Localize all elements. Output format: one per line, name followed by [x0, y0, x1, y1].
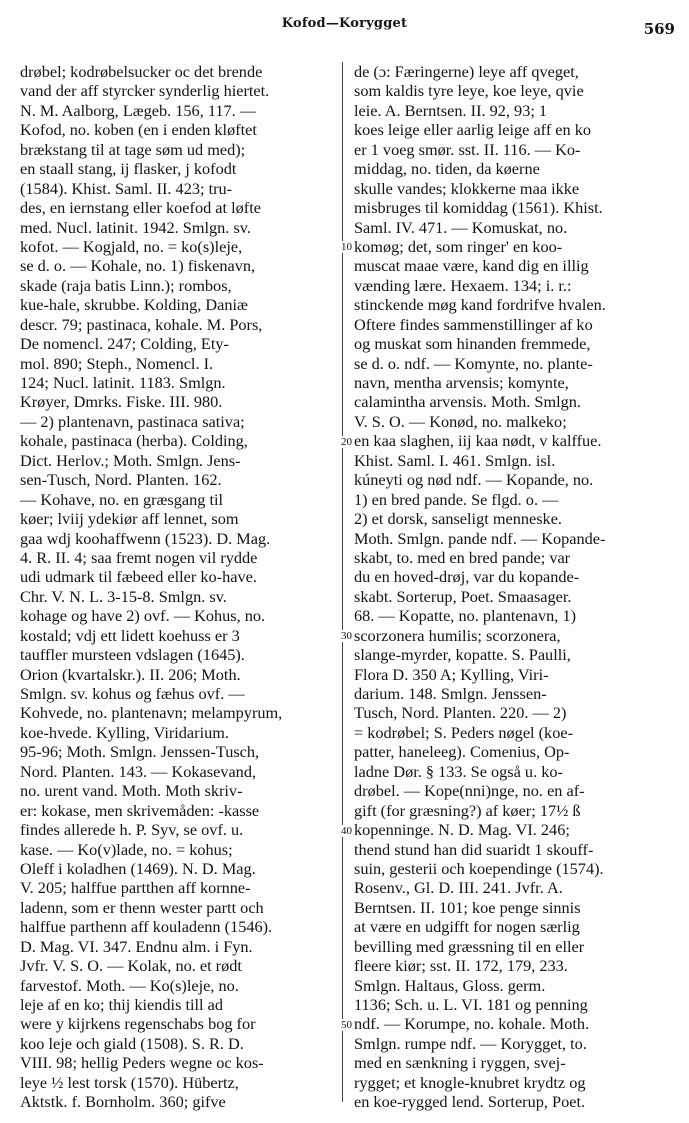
- text-line: Khist. Saml. I. 461. Smlgn. isl.: [354, 450, 556, 470]
- text-line: og muskat som hinanden fremmede,: [354, 334, 591, 354]
- text-line: Chr. V. N. L. 3-15-8. Smlgn. sv.: [20, 586, 227, 606]
- text-line: kase. — Ko(v)lade, no. = kohus;: [20, 839, 233, 859]
- text-line: en staall stang, ij flasker, j kofodt: [20, 159, 237, 179]
- line-number: 10: [341, 241, 352, 254]
- text-line: en koe-rygged lend. Sorterup, Poet.: [354, 1092, 586, 1112]
- text-line: de (ɔ: Færingerne) leye aff qveget,: [354, 62, 579, 81]
- text-line: muscat maae være, kand dig en illig: [354, 256, 589, 276]
- text-line: Smlgn. rumpe ndf. — Korygget, to.: [354, 1033, 587, 1053]
- text-line: kostald; vdj ett lidett koehuss er 3: [20, 625, 240, 645]
- text-line: descr. 79; pastinaca, kohale. M. Pors,: [20, 314, 263, 334]
- text-line: køer; lviij ydekiør aff lennet, som: [20, 509, 239, 529]
- text-line: kopenninge. N. D. Mag. VI. 246;: [354, 820, 570, 840]
- text-line: Nord. Planten. 143. — Kokasevand,: [20, 761, 257, 781]
- text-line: V. 205; halffue partthen aff kornne-: [20, 878, 251, 898]
- text-line: skulle vandes; klokkerne maa ikke: [354, 178, 580, 198]
- text-line: fleere kiør; sst. II. 172, 179, 233.: [354, 956, 568, 976]
- text-line: rygget; et knogle-knubret krydtz og: [354, 1072, 586, 1092]
- running-header: Kofod—Korygget: [281, 16, 408, 31]
- column-rule: [342, 62, 343, 1102]
- text-line: udi udmark til fæbeed eller ko-have.: [20, 567, 257, 587]
- text-line: 124; Nucl. latinit. 1183. Smlgn.: [20, 373, 226, 392]
- line-number: 30: [341, 630, 352, 643]
- text-line: calamintha arvensis. Moth. Smlgn.: [354, 392, 581, 412]
- text-line: De nomencl. 247; Colding, Ety-: [20, 334, 229, 354]
- text-line: 2) et dorsk, sanseligt menneske.: [354, 509, 562, 529]
- text-line: navn, mentha arvensis; komynte,: [354, 373, 569, 392]
- text-line: brækstang til at tage søm ud med);: [20, 139, 246, 159]
- text-line: er: kokase, men skrivemåden: -kasse: [20, 800, 260, 820]
- text-line: koo leje och giald (1508). S. R. D.: [20, 1033, 244, 1053]
- text-line: Smlgn. Haltaus, Gloss. germ.: [354, 975, 546, 995]
- text-line: leye ½ lest torsk (1570). Hübertz,: [20, 1072, 239, 1092]
- text-line: leje af en ko; thij kiendis till ad: [20, 995, 224, 1014]
- text-line: drøbel. — Kope(nni)nge, no. en af-: [354, 781, 585, 801]
- text-line: suin, gesterii och koependinge (1574).: [354, 858, 604, 878]
- text-line: Oleff i koladhen (1469). N. D. Mag.: [20, 858, 256, 878]
- text-line: stinckende møg kand fordrifve hvalen.: [354, 295, 606, 315]
- line-number: 40: [341, 824, 352, 837]
- text-line: Smlgn. sv. kohus og fæhus ovf. —: [20, 684, 245, 703]
- text-line: (1584). Khist. Saml. II. 423; tru-: [20, 178, 233, 198]
- text-line: komøg; det, som ringer' en koo-: [354, 236, 563, 256]
- text-line: 68. — Kopatte, no. plantenavn, 1): [354, 606, 577, 626]
- text-line: gaa wdj koohaffwenn (1523). D. Mag.: [20, 528, 271, 548]
- text-line: kohale, pastinaca (herba). Colding,: [20, 431, 248, 451]
- text-line: du en hoved-drøj, var du kopande-: [354, 567, 580, 587]
- text-line: kohage og have 2) ovf. — Kohus, no.: [20, 606, 266, 626]
- text-line: Kohvede, no. plantenavn; melampyrum,: [20, 703, 283, 723]
- text-line: ladenn, som er thenn wester partt och: [20, 897, 264, 917]
- text-line: Oftere findes sammenstillinger af ko: [354, 314, 593, 334]
- text-line: 95-96; Moth. Smlgn. Jenssen-Tusch,: [20, 742, 260, 762]
- text-line: drøbel; kodrøbelsucker oc det brende: [20, 62, 263, 81]
- text-line: scorzonera humilis; scorzonera,: [354, 625, 561, 645]
- text-line: thend stund han did suaridt 1 skouff-: [354, 839, 594, 859]
- text-line: tauffler mursteen vdslagen (1645).: [20, 645, 245, 665]
- text-line: mol. 890; Steph., Nomencl. I.: [20, 353, 214, 373]
- line-number: 20: [341, 435, 352, 448]
- text-line: vand der aff styrcker synderlig hiertet.: [20, 81, 270, 101]
- text-line: no. urent vand. Moth. Moth skriv-: [20, 781, 243, 801]
- text-line: ladne Dør. § 133. Se også u. ko-: [354, 761, 563, 781]
- text-line: Dict. Herlov.; Moth. Smlgn. Jens-: [20, 450, 241, 470]
- text-line: Berntsen. II. 101; koe penge sinnis: [354, 897, 581, 917]
- text-line: skabt. Sorterup, Poet. Smaasager.: [354, 586, 572, 606]
- page-number: 569: [643, 20, 675, 38]
- text-line: 1) en bred pande. Se flgd. o. —: [354, 489, 559, 509]
- text-line: koe-hvede. Kylling, Viridarium.: [20, 722, 229, 742]
- text-line: kúneyti og nød ndf. — Kopande, no.: [354, 470, 594, 490]
- text-line: were y kijrkens regenschabs bog for: [20, 1014, 256, 1034]
- text-line: Moth. Smlgn. pande ndf. — Kopande-: [354, 528, 606, 548]
- text-line: 1136; Sch. u. L. VI. 181 og penning: [354, 995, 588, 1014]
- text-line: patter, haneleeg). Comenius, Op-: [354, 742, 570, 762]
- text-line: Orion (kvartalskr.). II. 206; Moth.: [20, 664, 241, 684]
- text-line: at være en udgifft for nogen særlig: [354, 917, 580, 937]
- text-line: ndf. — Korumpe, no. kohale. Moth.: [354, 1014, 590, 1034]
- text-line: D. Mag. VI. 347. Endnu alm. i Fyn.: [20, 936, 253, 956]
- line-number: 50: [341, 1019, 352, 1032]
- text-line: koes leige eller aarlig leige aff en ko: [354, 120, 592, 140]
- text-line: Aktstk. f. Bornholm. 360; gifve: [20, 1092, 226, 1112]
- text-line: slange-myrder, kopatte. S. Paulli,: [354, 645, 571, 665]
- text-line: darium. 148. Smlgn. Jenssen-: [354, 684, 547, 703]
- text-line: — 2) plantenavn, pastinaca sativa;: [20, 411, 245, 431]
- text-line: findes allerede h. P. Syv, se ovf. u.: [20, 820, 244, 840]
- text-line: Rosenv., Gl. D. III. 241. Jvfr. A.: [354, 878, 563, 898]
- text-line: skade (raja batis Linn.); rombos,: [20, 275, 232, 295]
- text-line: — Kohave, no. en græsgang til: [20, 489, 224, 509]
- text-line: Flora D. 350 A; Kylling, Viri-: [354, 664, 549, 684]
- text-line: med. Nucl. latinit. 1942. Smlgn. sv.: [20, 217, 251, 237]
- text-line: kofot. — Kogjald, no. = ko(s)leje,: [20, 236, 243, 256]
- text-line: kue-hale, skrubbe. Kolding, Daniæ: [20, 295, 248, 315]
- text-line: Krøyer, Dmrks. Fiske. III. 980.: [20, 392, 223, 412]
- text-line: se d. o. — Kohale, no. 1) fiskenavn,: [20, 256, 256, 276]
- text-line: Kofod, no. koben (en i enden kløftet: [20, 120, 257, 140]
- text-line: gift (for græsning?) af køer; 17½ ß: [354, 800, 581, 820]
- text-line: Jvfr. V. S. O. — Kolak, no. et rødt: [20, 956, 242, 976]
- text-line: se d. o. ndf. — Komynte, no. plante-: [354, 353, 593, 373]
- text-line: 4. R. II. 4; saa fremt nogen vil rydde: [20, 547, 258, 567]
- text-line: som kaldis tyre leye, koe leye, qvie: [354, 81, 584, 101]
- text-line: bevilling med græssning til en eller: [354, 936, 585, 956]
- text-line: V. S. O. — Konød, no. malkeko;: [354, 411, 567, 431]
- text-line: Tusch, Nord. Planten. 220. — 2): [354, 703, 567, 723]
- text-line: Saml. IV. 471. — Komuskat, no.: [354, 217, 568, 237]
- text-line: vænding lære. Hexaem. 134; i. r.:: [354, 275, 572, 295]
- text-line: en kaa slaghen, iij kaa nødt, v kalffue.: [354, 431, 602, 451]
- text-line: N. M. Aalborg, Lægeb. 156, 117. —: [20, 100, 257, 120]
- text-line: med en sænkning i ryggen, svej-: [354, 1053, 566, 1073]
- text-line: des, en iernstang eller koefod at løfte: [20, 198, 261, 218]
- right-column: [354, 62, 672, 1112]
- text-line: middag, no. tiden, da køerne: [354, 159, 540, 179]
- text-line: = kodrøbel; S. Peders nøgel (koe-: [354, 722, 573, 742]
- text-line: VIII. 98; hellig Peders wegne oc kos-: [20, 1053, 264, 1073]
- text-line: skabt, to. med en bred pande; var: [354, 547, 571, 567]
- text-line: leie. A. Berntsen. II. 92, 93; 1: [354, 100, 548, 120]
- text-line: er 1 voeg smør. sst. II. 116. — Ko-: [354, 139, 581, 159]
- text-line: farvestof. Moth. — Ko(s)leje, no.: [20, 975, 239, 995]
- text-line: halffue parthenn aff kouladenn (1546).: [20, 917, 273, 937]
- text-line: sen-Tusch, Nord. Planten. 162.: [20, 470, 222, 490]
- text-line: misbruges til komiddag (1561). Khist.: [354, 198, 603, 218]
- left-column: [20, 62, 334, 1112]
